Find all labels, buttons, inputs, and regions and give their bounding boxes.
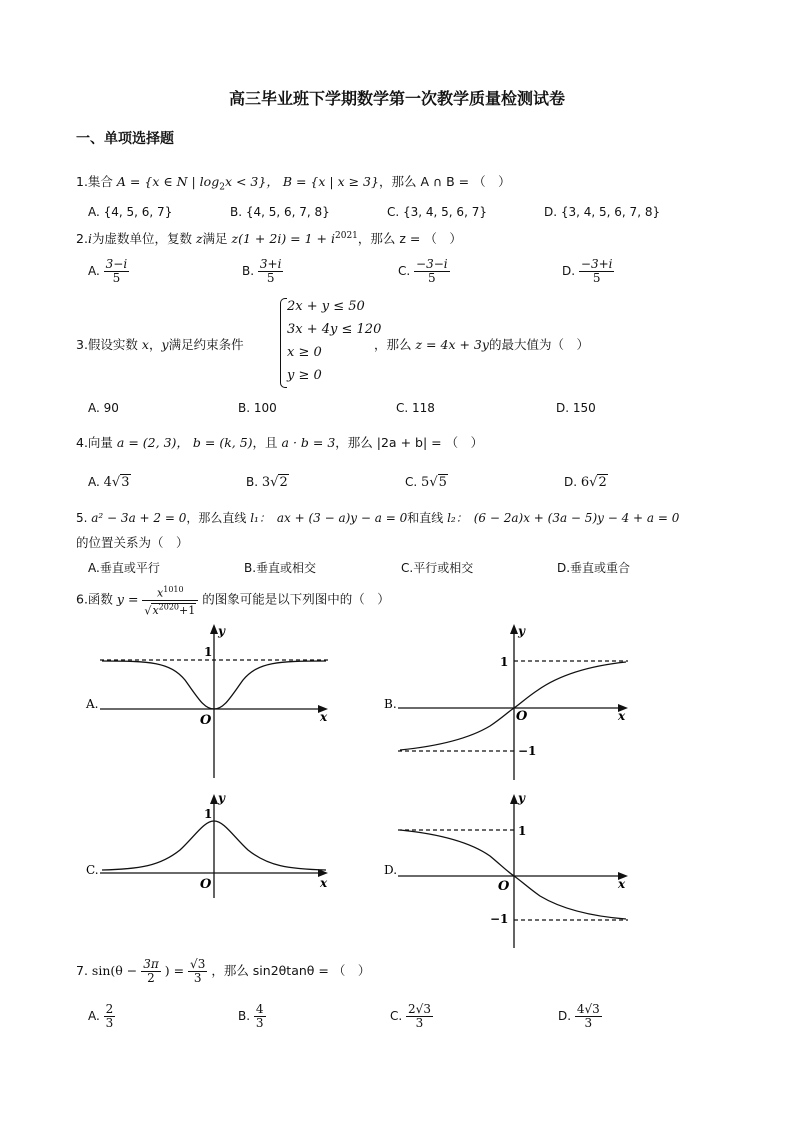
svg-text:1: 1 (204, 807, 213, 821)
q4-vector-b: b = (k, 5) (192, 435, 253, 450)
q3-constraint-3: x ≥ 0 (287, 345, 322, 360)
q5-option-b: B.垂直或相交 (244, 561, 317, 575)
q3-option-a: A. 90 (88, 401, 119, 415)
svg-text:D.: D. (384, 863, 398, 877)
q3-constraints (287, 295, 381, 387)
q1-set-a: A = {x ∈ N | log (116, 174, 220, 189)
graph-a-label: A. (86, 697, 99, 711)
q7-option-b: B. $\frac{4}{3}$ (238, 1002, 264, 1030)
svg-text:B.: B. (384, 697, 397, 711)
q7-option-d: D. $\frac{4√3}{3}$ (558, 1002, 600, 1030)
q7-number: 7. (76, 963, 88, 978)
q3-constraint-4: y ≥ 0 (287, 368, 322, 383)
q4-tail: ，那么 |2a + b| = （ ） (335, 435, 484, 450)
q2-option-c: C. $\frac{-3-i}{5}$ (398, 257, 448, 285)
q2-text1: 为虚数单位，复数 (91, 231, 192, 246)
svg-text:x: x (618, 709, 626, 723)
q5-line-2: l₂： (6 − 2a)x + (3a − 5)y − 4 + a = 0 (447, 511, 680, 525)
q2-equation: z(1 + 2i) = 1 + i (231, 231, 335, 246)
svg-text:x: x (320, 710, 328, 724)
q2-option-a: A. $\frac{3-i}{5}$ (88, 257, 128, 285)
q3-number: 3.假设实数 (76, 337, 138, 352)
q1-set-a-tail: x < 3}， (224, 174, 279, 189)
q5-option-d: D.垂直或重合 (557, 561, 631, 575)
q2-option-d: D. $\frac{-3+i}{5}$ (562, 257, 613, 285)
question-7: 7. sin(θ − $\frac{3\pi}{2}$ ) = $\frac{√3}{3}$ ，那么 sin2θtanθ = （ ） (76, 957, 371, 985)
q1-set-b: B = {x | x ≥ 3} (282, 174, 379, 189)
q5-option-a: A.垂直或平行 (88, 561, 160, 575)
q4-dot: a · b = 3 (281, 435, 336, 450)
graph-b (380, 620, 640, 785)
question-1: 1.集合 A = {x ∈ N | $\log_2x < 3$}， B = {x | x ≥ 3}，那么 A ∩ B = （ ） (76, 174, 511, 193)
q5-and: 和直线 (407, 511, 444, 525)
q1-tail: ，那么 A ∩ B = （ ） (378, 174, 511, 189)
q1-option-c: C. {3, 4, 5, 6, 7} (387, 205, 487, 219)
q2-tail: ，那么 z = （ ） (357, 231, 462, 246)
svg-text:y: y (218, 791, 225, 805)
q7-lhs: sin(θ − (91, 963, 138, 978)
q5-equation: a² − 3a + 2 = 0 (91, 511, 187, 525)
q2-i: i (87, 231, 92, 246)
section-heading: 一、单项选择题 (76, 131, 174, 147)
q3-option-c: C. 118 (396, 401, 435, 415)
graph-c (80, 790, 340, 900)
svg-text:−1: −1 (490, 912, 509, 926)
q4-option-a: A. 4√3 (88, 475, 130, 490)
svg-text:1: 1 (518, 824, 527, 838)
q3-x: x (141, 337, 149, 352)
q1-option-d: D. {3, 4, 5, 6, 7, 8} (544, 205, 661, 219)
svg-text:C.: C. (86, 863, 99, 877)
q3-mid: 满足约束条件 (168, 337, 244, 352)
q2-number: 2. (76, 231, 88, 246)
svg-text:1: 1 (204, 645, 213, 659)
svg-text:O: O (498, 879, 510, 894)
svg-text:y: y (518, 791, 525, 805)
question-3: 3.假设实数 x，y满足约束条件 (76, 337, 244, 352)
svg-text:O: O (200, 713, 212, 728)
q4-vector-a: a = (2, 3)， (116, 435, 189, 450)
q3-y: y (161, 337, 169, 352)
svg-text:x: x (320, 876, 328, 890)
q3-objective: z = 4x + 3y (415, 337, 489, 352)
q6-number: 6.函数 (76, 591, 113, 607)
graph-d (380, 790, 640, 950)
q4-number: 4.向量 (76, 435, 113, 450)
q2-option-b: B. $\frac{3+i}{5}$ (242, 257, 282, 285)
page-title: 高三毕业班下学期数学第一次教学质量检测试卷 (228, 89, 565, 108)
q2-exponent: 2021 (335, 230, 358, 241)
q4-option-d: D. 6√2 (564, 475, 607, 490)
svg-text:y: y (518, 624, 525, 638)
q7-option-c: C. $\frac{2√3}{3}$ (390, 1002, 431, 1030)
q6-y: y = (116, 591, 139, 607)
q6-tail: 的图象可能是以下列图中的（ ） (202, 591, 390, 607)
q7-tail: ，那么 sin2θtanθ = （ ） (211, 963, 371, 978)
graph-a (80, 620, 340, 780)
svg-text:−1: −1 (518, 744, 537, 758)
q1-number: 1.集合 (76, 174, 113, 189)
q3-tail: ，那么 z = 4x + 3y的最大值为（ ） (374, 337, 589, 352)
svg-text:x: x (618, 877, 626, 891)
q4-option-c: C. 5√5 (405, 475, 447, 490)
question-2 (76, 229, 462, 247)
q3-option-d: D. 150 (556, 401, 596, 415)
svg-text:O: O (200, 877, 212, 892)
q5-line-1: l₁： ax + (3 − a)y − a = 0 (250, 511, 408, 525)
q3-option-b: B. 100 (238, 401, 277, 415)
q1-option-a: A. {4, 5, 6, 7} (88, 205, 173, 219)
q2-z: z (195, 231, 203, 246)
q2-text2: 满足 (202, 231, 228, 246)
q5-line2-text: 的位置关系为（ ） (76, 535, 189, 550)
q4-mid: ，且 (252, 435, 278, 450)
svg-text:1: 1 (500, 655, 509, 669)
q1-option-b: B. {4, 5, 6, 7, 8} (230, 205, 330, 219)
q3-constraint-2: 3x + 4y ≤ 120 (287, 322, 382, 337)
q7-rp: ) = (164, 963, 185, 978)
q5-mid: ，那么直线 (186, 511, 247, 525)
q5-option-c: C.平行或相交 (401, 561, 474, 575)
q7-option-a: A. $\frac{2}{3}$ (88, 1002, 114, 1030)
svg-text:O: O (516, 709, 528, 724)
question-6: 6.函数 y = $\frac{x^{1010}}{√x^{2020}+1}$ 的图象可能是以下列图中的（ ） (76, 585, 390, 618)
q4-option-b: B. 3√2 (246, 475, 288, 490)
q3-constraint-1: 2x + y ≤ 50 (287, 299, 365, 314)
q5-number: 5. (76, 511, 88, 525)
question-5 (76, 509, 679, 526)
q3-brace (280, 298, 287, 388)
question-4 (76, 433, 483, 451)
svg-text:y: y (218, 624, 225, 638)
